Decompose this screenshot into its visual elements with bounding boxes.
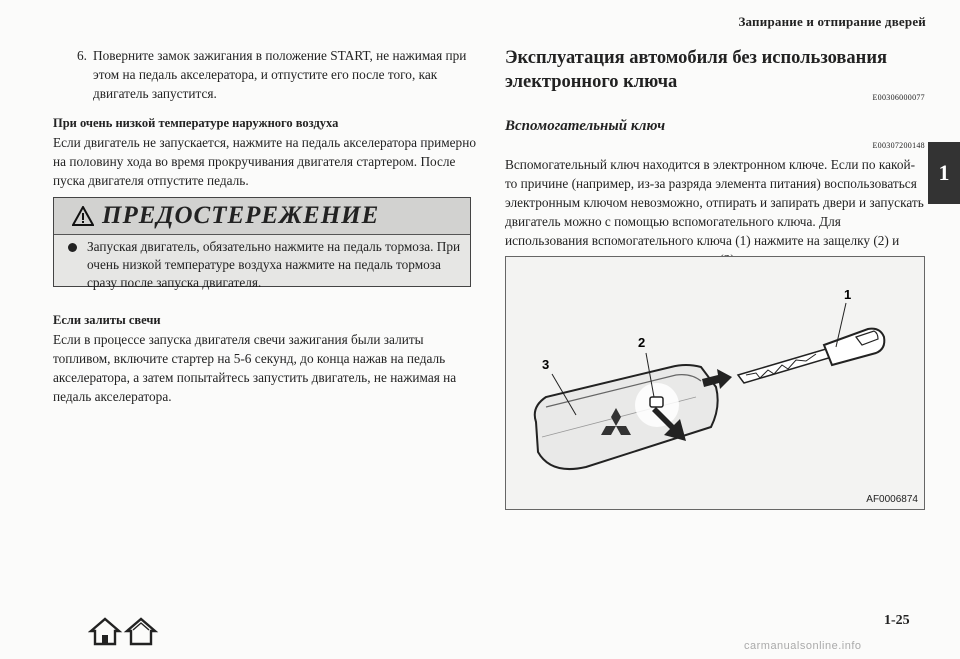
page-header-title: Запирание и отпирание дверей (738, 14, 926, 29)
key-illustration (506, 257, 924, 509)
step-6 (53, 46, 483, 103)
home-icon[interactable] (91, 619, 119, 644)
left-column (53, 46, 483, 190)
home-outline-icon[interactable] (127, 619, 155, 644)
flooded-plugs-text: Если в процессе запуска двигателя свечи зажигания были залиты топливом, включите стартер на 5-6 секунд, до конца нажав на педаль акселератора, а затем попытайтесь запустить двигатель, не нажимая на педаль акселератора. (53, 332, 457, 404)
figure-code: AF0006874 (866, 494, 918, 505)
page-number: 1-25 (884, 613, 910, 628)
electronic-key-body (535, 365, 718, 469)
section-title: Эксплуатация автомобиля без использования электронного ключа (505, 48, 887, 92)
section-code: E00306000077 (872, 93, 925, 102)
step-number: 6. (77, 48, 87, 63)
flooded-plugs-section (53, 300, 473, 406)
callout-2: 2 (638, 335, 646, 350)
callout-1: 1 (844, 287, 852, 302)
cold-weather-text: Если двигатель не запускается, нажмите на педаль акселератора примерно на половину хода во время прокручивания двигателя стартером. После пуска двигателя отпустите педаль. (53, 135, 476, 188)
cold-weather-heading: При очень низкой температуре наружного воздуха (53, 116, 339, 130)
callout-3: 3 (542, 357, 550, 372)
warning-text: Запуская двигатель, обязательно нажмите на педаль тормоза. При очень низкой температуре воздуха нажмите на педаль тормоза сразу после запуска двигателя. (87, 239, 461, 290)
bullet-icon (68, 243, 77, 252)
key-figure (505, 256, 925, 510)
step-text: Поверните замок зажигания в положение START, не нажимая при этом на педаль акселератора, и отпустите его после того, как двигатель запустится. (93, 48, 467, 101)
warning-body (54, 235, 470, 292)
chapter-tab[interactable]: 1 (928, 142, 960, 204)
right-column (505, 46, 925, 269)
warning-triangle-icon (72, 206, 94, 226)
nav-icons (88, 615, 160, 647)
flooded-plugs-heading: Если залиты свечи (53, 313, 161, 327)
warning-title: ПРЕДОСТЕРЕЖЕНИЕ (102, 202, 380, 229)
warning-header (54, 198, 470, 235)
subsection-code: E00307200148 (872, 141, 925, 150)
watermark: carmanualsonline.info (744, 640, 862, 652)
subsection-title: Вспомогательный ключ (505, 118, 666, 134)
pull-arrow-icon (702, 369, 732, 389)
latch-button (650, 397, 663, 407)
subsection-text: Вспомогательный ключ находится в электронном ключе. Если по какой-то причине (например, из-за разряда элемента питания) воспользоваться электронным ключом невозможно, отпирать и запирать двери и запускать двигатель можно с помощью вспомогательного ключа. Для использования вспомогательного ключа (1) нажмите на защелку (2) и (505, 157, 924, 248)
mechanical-key (738, 329, 884, 383)
warning-box (53, 197, 471, 290)
